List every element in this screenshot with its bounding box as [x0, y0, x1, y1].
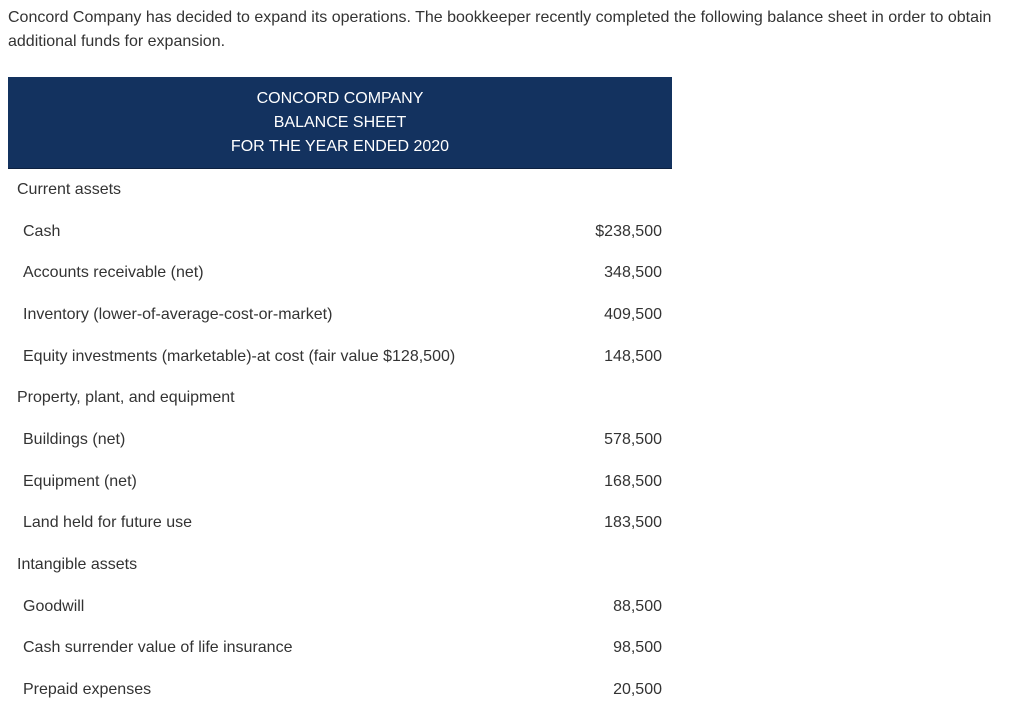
table-row-equity-investments	[8, 336, 672, 378]
row-label: Buildings (net)	[23, 430, 126, 448]
intro-paragraph: Concord Company has decided to expand its operations. The bookkeeper recently completed the following balance sheet in order to obtain additional funds for expansion.	[8, 9, 992, 50]
table-row-inventory	[8, 294, 672, 336]
table-row-equipment	[8, 461, 672, 503]
row-amount: 183,500	[604, 514, 662, 532]
table-row-cash-surrender-value	[8, 628, 672, 670]
row-amount: 148,500	[604, 347, 662, 365]
section-row-intangible-assets	[8, 544, 672, 586]
row-amount: 98,500	[613, 639, 662, 657]
row-label: Goodwill	[23, 597, 85, 615]
row-label: Cash surrender value of life insurance	[23, 639, 293, 657]
row-label: Current assets	[17, 180, 122, 198]
row-amount: $238,500	[595, 222, 662, 240]
row-label: Land held for future use	[23, 514, 193, 532]
row-amount: 348,500	[604, 264, 662, 282]
row-label: Equipment (net)	[23, 472, 137, 490]
row-label: Prepaid expenses	[23, 681, 152, 699]
table-row-land	[8, 503, 672, 545]
row-amount: 409,500	[604, 305, 662, 323]
row-amount: 88,500	[613, 597, 662, 615]
company-name: CONCORD COMPANY	[256, 89, 424, 107]
row-label: Inventory (lower-of-average-cost-or-market)	[23, 305, 333, 323]
row-amount: 168,500	[604, 472, 662, 490]
row-label: Cash	[23, 222, 61, 240]
table-row-accounts-receivable	[8, 252, 672, 294]
row-amount: 578,500	[604, 430, 662, 448]
balance-sheet-header	[8, 77, 672, 169]
table-row-prepaid-expenses	[8, 669, 672, 711]
statement-title: BALANCE SHEET	[273, 113, 407, 131]
row-label: Property, plant, and equipment	[17, 389, 235, 407]
section-row-ppe	[8, 377, 672, 419]
balance-sheet-rows	[8, 169, 672, 711]
balance-sheet-table	[8, 77, 672, 711]
row-label: Intangible assets	[17, 556, 138, 574]
table-row-cash	[8, 211, 672, 253]
table-row-goodwill	[8, 586, 672, 628]
row-amount: 20,500	[613, 681, 662, 699]
statement-period: FOR THE YEAR ENDED 2020	[230, 137, 450, 155]
section-row-current-assets	[8, 169, 672, 211]
table-row-buildings	[8, 419, 672, 461]
row-label: Equity investments (marketable)-at cost (fair value $128,500)	[23, 347, 456, 365]
row-label: Accounts receivable (net)	[23, 264, 204, 282]
